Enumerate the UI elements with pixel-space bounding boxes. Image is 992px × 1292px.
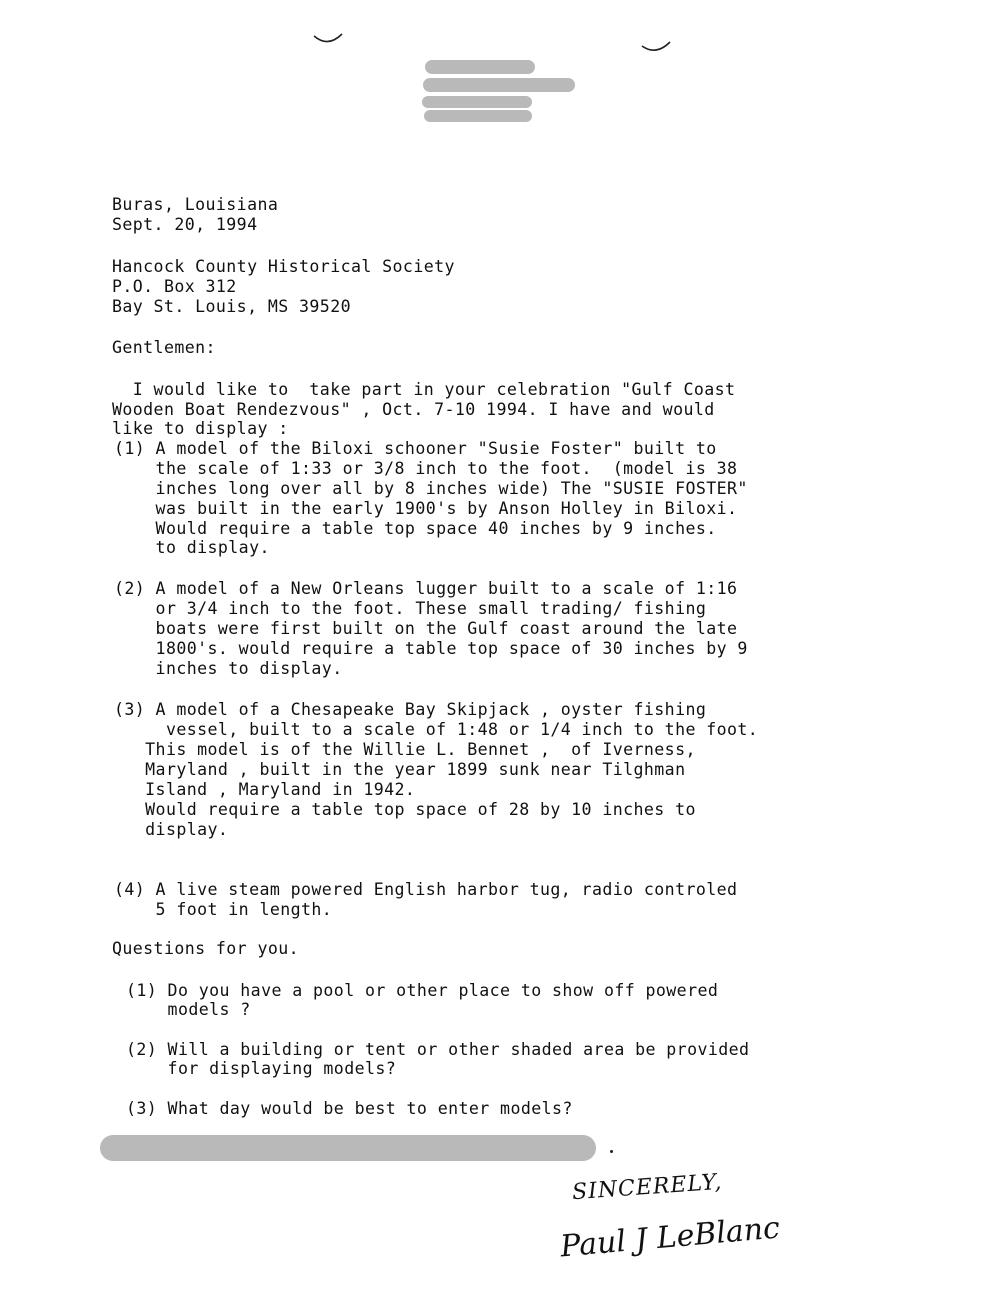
questions-heading: Questions for you. <box>112 939 300 958</box>
scan-mark <box>310 30 346 48</box>
item-2-line: or 3/4 inch to the foot. These small trading/ fishing <box>114 599 707 618</box>
redacted-line <box>100 1135 596 1161</box>
item-3-line: This model is of the Willie L. Bennet , of Iverness, <box>114 740 696 759</box>
item-1-line: to display. <box>114 538 270 557</box>
handwritten-closing: SINCERELY, <box>571 1169 724 1206</box>
item-2-line: (2) A model of a New Orleans lugger built to a scale of 1:16 <box>114 579 738 598</box>
item-3-line: Maryland , built in the year 1899 sunk near Tilghman <box>114 760 686 779</box>
question-1-line: (1) Do you have a pool or other place to show off powered <box>126 981 719 1000</box>
redacted-letterhead-line <box>424 110 532 122</box>
item-3-line: display. <box>114 820 229 839</box>
item-3-line: Would require a table top space of 28 by 10 inches to <box>114 800 696 819</box>
item-4-line: 5 foot in length. <box>114 900 333 919</box>
item-2-line: 1800's. would require a table top space of 30 inches by 9 <box>114 639 748 658</box>
question-2-line: (2) Will a building or tent or other shaded area be provided <box>126 1040 750 1059</box>
body-line: like to display : <box>112 419 289 438</box>
question-3-line: (3) What day would be best to enter models? <box>126 1099 573 1118</box>
item-2-line: inches to display. <box>114 659 343 678</box>
body-line: I would like to take part in your celebration "Gulf Coast <box>112 380 736 399</box>
letter-date: Sept. 20, 1994 <box>112 215 258 234</box>
item-1-line: the scale of 1:33 or 3/8 inch to the foot. (model is 38 <box>114 459 738 478</box>
recipient-line: Hancock County Historical Society <box>112 257 455 276</box>
item-1-line: was built in the early 1900's by Anson Holley in Biloxi. <box>114 499 738 518</box>
item-3-line: Island , Maryland in 1942. <box>114 780 416 799</box>
recipient-line: Bay St. Louis, MS 39520 <box>112 297 351 316</box>
body-line: Wooden Boat Rendezvous" , Oct. 7-10 1994. I have and would <box>112 400 715 419</box>
item-3-line: vessel, built to a scale of 1:48 or 1/4 inch to the foot. <box>114 720 759 739</box>
scan-dot <box>610 1150 613 1153</box>
redacted-letterhead-line <box>422 96 532 108</box>
item-2-line: boats were first built on the Gulf coast around the late <box>114 619 738 638</box>
item-1-line: Would require a table top space 40 inches by 9 inches. <box>114 519 717 538</box>
scan-mark <box>638 40 674 58</box>
salutation: Gentlemen: <box>112 338 216 357</box>
handwritten-signature: Paul J LeBlanc <box>558 1210 782 1265</box>
item-1-line: inches long over all by 8 inches wide) The "SUSIE FOSTER" <box>114 479 748 498</box>
item-4-line: (4) A live steam powered English harbor tug, radio controled <box>114 880 738 899</box>
question-1-line: models ? <box>126 1000 251 1019</box>
sender-place: Buras, Louisiana <box>112 195 279 214</box>
redacted-letterhead-line <box>423 78 575 92</box>
redacted-letterhead-line <box>425 60 535 74</box>
item-3-line: (3) A model of a Chesapeake Bay Skipjack , oyster fishing <box>114 700 707 719</box>
item-1-line: (1) A model of the Biloxi schooner "Susie Foster" built to <box>114 439 717 458</box>
recipient-line: P.O. Box 312 <box>112 277 237 296</box>
question-2-line: for displaying models? <box>126 1059 397 1078</box>
